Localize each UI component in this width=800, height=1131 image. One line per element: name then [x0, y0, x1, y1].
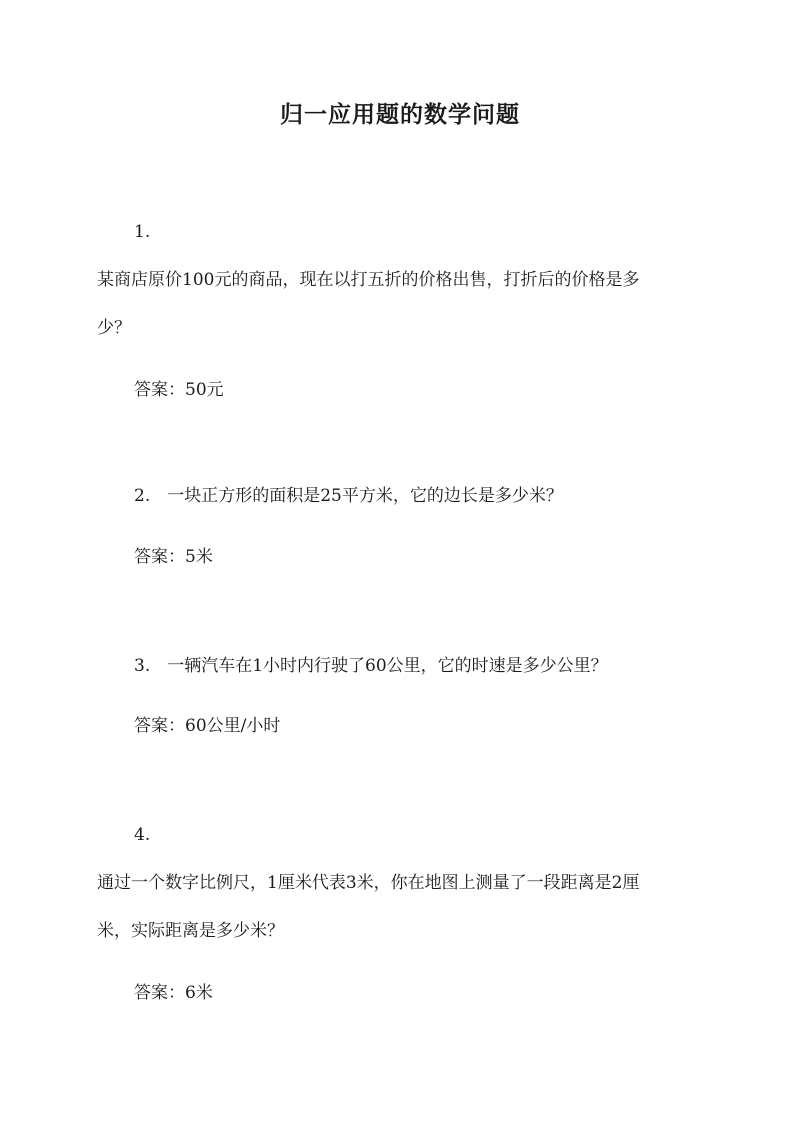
question-1-answer: 答案：50元 [134, 380, 224, 400]
question-2-answer: 答案：5米 [134, 547, 213, 567]
question-2-line: 2. 一块正方形的面积是25平方米，它的边长是多少米？ [134, 486, 563, 506]
question-3-line: 3. 一辆汽车在1小时内行驶了60公里，它的时速是多少公里？ [134, 656, 608, 676]
question-1-text-line-1: 某商店原价100元的商品，现在以打五折的价格出售，打折后的价格是多 [97, 270, 640, 290]
document-title: 归一应用题的数学问题 [280, 101, 520, 128]
question-1-number: 1. [134, 222, 151, 242]
question-4-text-line-1: 通过一个数字比例尺，1厘米代表3米，你在地图上测量了一段距离是2厘 [97, 873, 640, 893]
question-4-number: 4. [134, 825, 151, 845]
question-4-text-line-2: 米，实际距离是多少米？ [97, 921, 284, 941]
question-3-answer: 答案：60公里/小时 [134, 716, 281, 736]
question-1-text-line-2: 少？ [97, 318, 131, 338]
question-4-answer: 答案：6米 [134, 983, 213, 1003]
